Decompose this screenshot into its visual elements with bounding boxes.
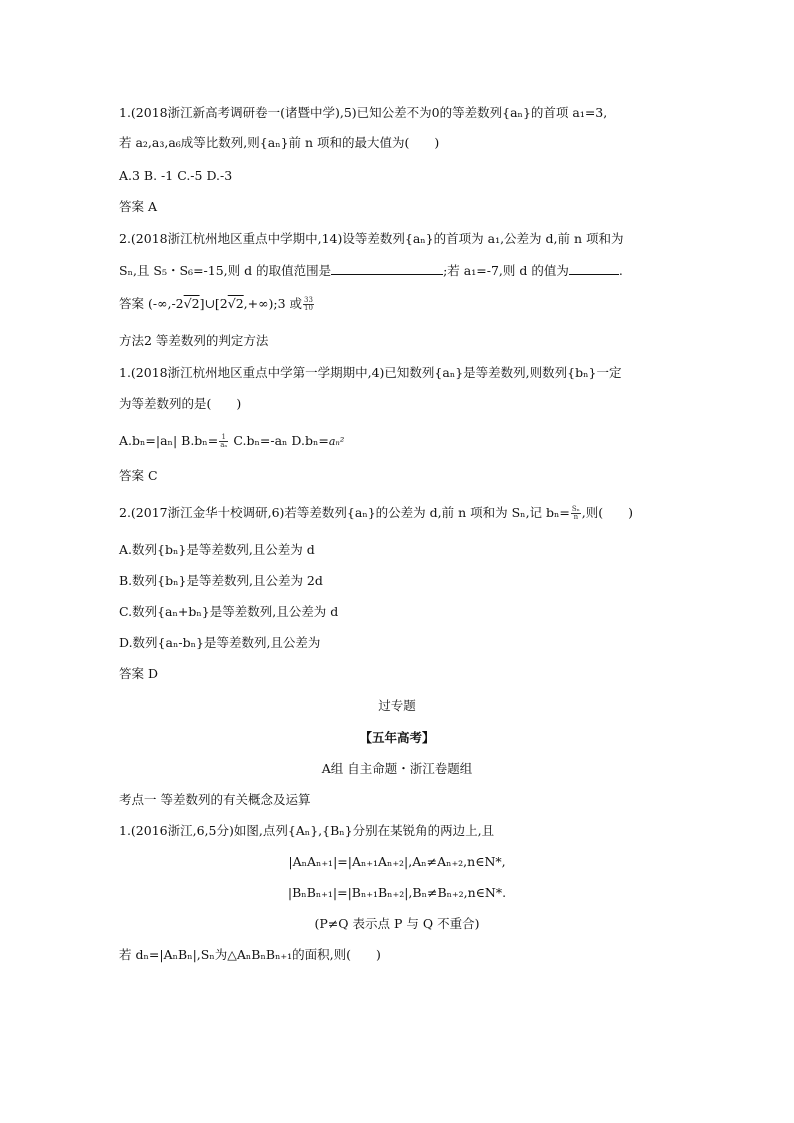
q2-stem-line2-part2: ;若 a₁=-7,则 d 的值为: [443, 263, 569, 278]
fraction-numerator: 33: [304, 296, 313, 304]
q1-answer: 答案 A: [119, 199, 158, 214]
fraction-denominator: 10: [304, 304, 313, 312]
q1-stem-line1: 1.(2018浙江新高考调研卷一(诸暨中学),5)已知公差不为0的等差数列{aₙ}的首项 a₁=3,: [119, 105, 608, 120]
answer-blank-2: [569, 262, 619, 275]
k1q1-formula-a: |AₙAₙ₊₁|=|Aₙ₊₁Aₙ₊₂|,Aₙ≠Aₙ₊₂,n∈N*,: [288, 854, 506, 869]
m2q1-stem-line1: 1.(2018浙江杭州地区重点中学第一学期期中,4)已知数列{aₙ}是等差数列,则数列{bₙ}一定: [119, 365, 622, 380]
q2-stem-line2-part1: Sₙ,且 S₅・S₆=-15,则 d 的取值范围是: [119, 263, 332, 278]
fraction-denominator: aₙ: [220, 441, 228, 449]
q2-answer-part2: ]∪[2: [199, 296, 228, 311]
sqrt-2-b: √2: [227, 296, 244, 311]
k1q1-stem-line1: 1.(2016浙江,6,5分)如图,点列{Aₙ},{Bₙ}分别在某锐角的两边上,且: [119, 823, 495, 838]
method2-heading: 方法2 等差数列的判定方法: [119, 333, 269, 348]
section-subtitle: 【五年高考】: [359, 730, 435, 745]
m2q2-option-c: C.数列{aₙ+bₙ}是等差数列,且公差为 d: [119, 604, 339, 619]
fraction-numerator: Sₙ: [571, 505, 580, 513]
q2-stem-line2: Sₙ,且 S₅・S₆=-15,则 d 的取值范围是 ;若 a₁=-7,则 d 的值为 .: [119, 263, 623, 278]
m2q2-option-d: D.数列{aₙ-bₙ}是等差数列,且公差为: [119, 635, 321, 650]
fraction-denominator: n: [573, 513, 579, 521]
sqrt-2-a: √2: [183, 296, 200, 311]
m2q1-options-part1: A.bₙ=|aₙ| B.bₙ=: [119, 433, 219, 448]
q2-answer-part3: ,+∞);3 或: [243, 296, 303, 311]
m2q2-stem: [119, 504, 633, 522]
q1-stem-line2: 若 a₂,a₃,a₆成等比数列,则{aₙ}前 n 项和的最大值为( ): [119, 135, 440, 150]
fraction-1-over-an: [219, 434, 228, 449]
m2q1-stem-line2: 为等差数列的是( ): [119, 396, 242, 411]
m2q1-options-part2: C.bₙ=-aₙ D.bₙ=: [229, 433, 329, 448]
q2-answer: [119, 295, 315, 313]
fraction-numerator: 1: [219, 434, 228, 442]
m2q1-answer: 答案 C: [119, 468, 158, 483]
section-title: 过专题: [378, 698, 416, 713]
m2q1-option-d-expr: aₙ²: [328, 435, 345, 448]
group-title: A组 自主命题・浙江卷题组: [321, 761, 473, 776]
m2q2-stem-part2: ,则( ): [581, 505, 633, 520]
m2q2-answer: 答案 D: [119, 666, 158, 681]
q2-answer-part1: 答案 (-∞,-2: [119, 296, 184, 311]
kaodian-heading: 考点一 等差数列的有关概念及运算: [119, 792, 311, 807]
q1-options: A.3 B. -1 C.-5 D.-3: [119, 168, 233, 183]
m2q2-stem-part1: 2.(2017浙江金华十校调研,6)若等差数列{aₙ}的公差为 d,前 n 项和为 Sₙ,记 bₙ=: [119, 505, 570, 520]
k1q1-formula-b: |BₙBₙ₊₁|=|Bₙ₊₁Bₙ₊₂|,Bₙ≠Bₙ₊₂,n∈N*.: [287, 885, 507, 900]
fraction-33-10: [303, 297, 314, 312]
m2q1-options: [119, 432, 344, 451]
k1q1-note: (P≠Q 表示点 P 与 Q 不重合): [314, 916, 480, 931]
m2q2-option-a: A.数列{bₙ}是等差数列,且公差为 d: [119, 542, 315, 557]
answer-blank-1: [331, 262, 443, 275]
k1q1-stem-last: 若 dₙ=|AₙBₙ|,Sₙ为△AₙBₙBₙ₊₁的面积,则( ): [119, 947, 381, 962]
m2q2-option-b: B.数列{bₙ}是等差数列,且公差为 2d: [119, 573, 323, 588]
q2-stem-line1: 2.(2018浙江杭州地区重点中学期中,14)设等差数列{aₙ}的首项为 a₁,公差为 d,前 n 项和为: [119, 231, 624, 246]
fraction-sn-over-n: [571, 506, 581, 521]
